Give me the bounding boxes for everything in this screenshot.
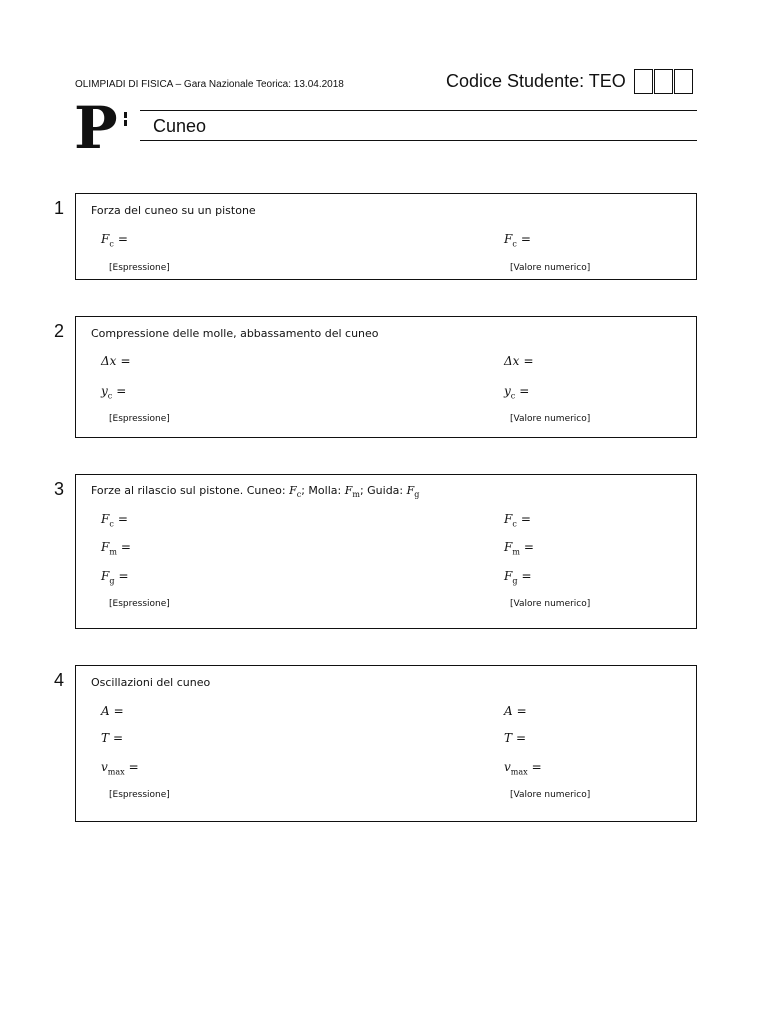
answer-num-q4-t[interactable]: T = [504, 731, 527, 745]
question-number-4: 4 [54, 670, 65, 690]
page-title: Cuneo [153, 116, 207, 136]
question-title-1: Forza del cuneo su un pistone [91, 204, 256, 217]
answer-expr-q4-a[interactable]: A = [101, 704, 124, 718]
answer-expr-q3-fm[interactable]: $F_m$ = [101, 540, 131, 557]
answer-num-q2-dx[interactable]: Δx = [504, 354, 534, 368]
question-number-1: 1 [54, 198, 65, 218]
code-box-1[interactable] [634, 69, 653, 94]
problem-logo: P [74, 94, 118, 162]
question-box-4 [75, 665, 697, 822]
numeric-tag: [Valore numerico] [510, 599, 591, 609]
exam-header: OLIMPIADI DI FISICA – Gara Nazionale Teorica: 13.04.2018 [75, 79, 344, 90]
answer-expr-q3-fc[interactable]: $F_c$ = [101, 512, 128, 529]
question-title-2: Compressione delle molle, abbassamento del cuneo [91, 327, 379, 340]
answer-num-q3-fc[interactable]: $F_c$ = [504, 512, 531, 529]
code-box-3[interactable] [674, 69, 693, 94]
numeric-tag: [Valore numerico] [510, 263, 591, 273]
answer-num-q1-fc[interactable]: $F_c$ = [504, 232, 531, 249]
answer-expr-q3-fg[interactable]: $F_g$ = [101, 569, 129, 586]
answer-num-q4-vmax[interactable]: $v_{max}$ = [504, 760, 542, 777]
answer-expr-q2-yc[interactable]: $y_c$ = [101, 384, 127, 401]
question-box-1 [75, 193, 697, 280]
expression-tag: [Espressione] [109, 790, 170, 800]
answer-num-q3-fm[interactable]: $F_m$ = [504, 540, 534, 557]
expression-tag: [Espressione] [109, 414, 170, 424]
title-rule-bottom [140, 140, 697, 141]
answer-num-q4-a[interactable]: A = [504, 704, 527, 718]
question-title-3: Forze al rilascio sul pistone. Cuneo: $F_c$; Molla: $F_m$; Guida: $F_g$ [91, 484, 420, 500]
numeric-tag: [Valore numerico] [510, 414, 591, 424]
student-code-label: Codice Studente: TEO [446, 71, 626, 91]
question-number-2: 2 [54, 321, 65, 341]
question-number-3: 3 [54, 479, 65, 499]
logo-mark-icon [124, 112, 127, 128]
answer-num-q3-fg[interactable]: $F_g$ = [504, 569, 532, 586]
question-title-4: Oscillazioni del cuneo [91, 676, 211, 689]
question-box-3 [75, 474, 697, 629]
student-code-boxes[interactable] [634, 69, 694, 94]
answer-expr-q4-vmax[interactable]: $v_{max}$ = [101, 760, 139, 777]
expression-tag: [Espressione] [109, 263, 170, 273]
numeric-tag: [Valore numerico] [510, 790, 591, 800]
code-box-2[interactable] [654, 69, 673, 94]
answer-expr-q1-fc[interactable]: $F_c$ = [101, 232, 128, 249]
answer-num-q2-yc[interactable]: $y_c$ = [504, 384, 530, 401]
title-rule-top [140, 110, 697, 111]
question-box-2 [75, 316, 697, 438]
expression-tag: [Espressione] [109, 599, 170, 609]
answer-expr-q2-dx[interactable]: Δx = [101, 354, 131, 368]
answer-expr-q4-t[interactable]: T = [101, 731, 124, 745]
